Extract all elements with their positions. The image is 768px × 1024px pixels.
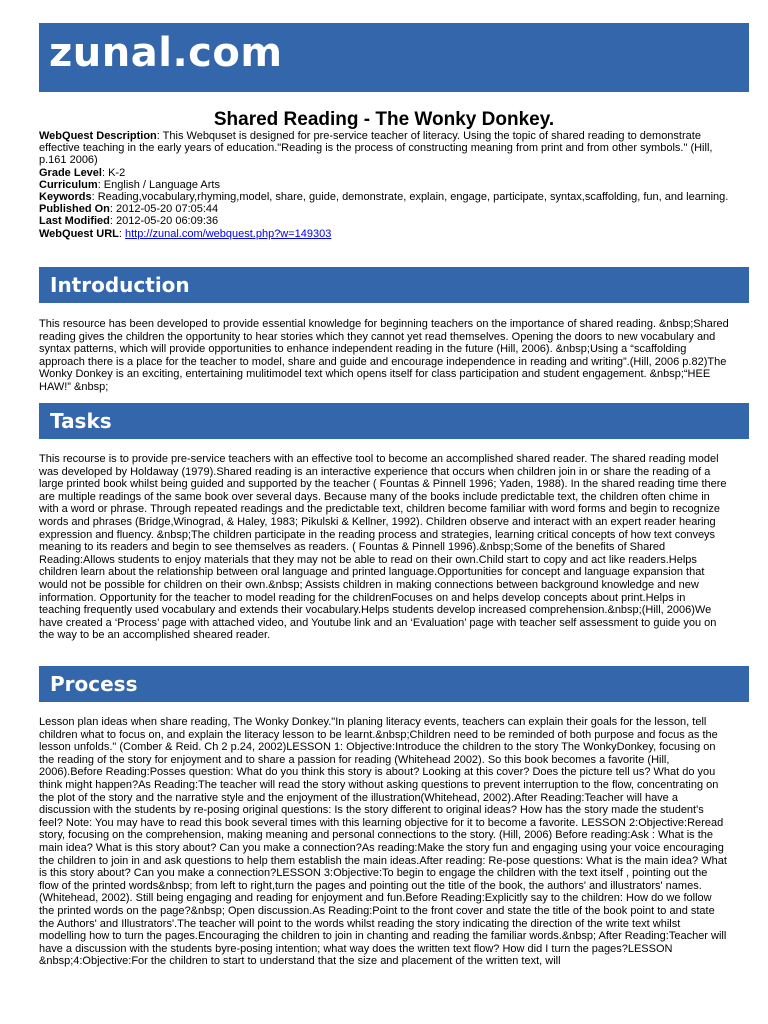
curriculum-row [39, 179, 729, 191]
modified-row [39, 215, 729, 227]
keywords-value: : Reading,vocabulary,rhyming,model, share, guide, demonstrate, explain, engage, participate, syntax,scaffolding, fun, and learning. [91, 191, 729, 204]
description-label: WebQuest Description [39, 130, 157, 142]
published-value: : 2012-05-20 07:05:44 [109, 203, 219, 216]
url-label: WebQuest URL [39, 227, 119, 240]
tasks-text: This recourse is to provide pre-service teachers with an effective tool to become an accomplished shared reader. The shared reading model was developed by Holdaway (1979).Shared reading is an interactive experience that occurs when children join in or share the reading of a large printed book whilst being guided and supported by the teacher ( Fountas & Pinnell 1996; Yaden, 1988). In the shared reading time there are multiple readings of the same book over several days. Because many of the books include predictable text, the children often chime in with a word or phrase. Through repeated readings and the predictable text, children become familiar with word forms and begin to recognize words and phrases (Bridge,Winograd, & Haley, 1983; Pikulski & Kellner, 1992). Children observe and interact with an expert reader hearing expression and fluency. &nbsp;The children participate in the reading process and strategies, learning critical concepts of how text conveys meaning to its readers and begin to see themselves as readers. ( Fountas & Pinnell 1996).&nbsp;Some of the benefits of Shared Reading:Allows students to enjoy materials that they may not be able to read on their own.Child start to copy and act like readers.Helps children learn about the relationship between oral language and printed language.Opportunities for concept and language expansion that would not be possible for children on their own.&nbsp; Assists children in making connections between background knowledge and new information. Opportunity for the teacher to model reading for the childrenFocuses on and helps develop concepts about print.Helps in teaching frequently used vocabulary and extends their vocabulary.Helps students develop increased comprehension.&nbsp;(Hill, 2006)We have created a ‘Process’ page with attached video, and Youtube link and an ‘Evaluation’ page with teacher self assessment to guide you on the way to be an accomplished sheared reader. [39, 453, 727, 642]
keywords-label: Keywords [39, 191, 92, 204]
grade-label: Grade Level [39, 166, 102, 179]
process-text: Lesson plan ideas when share reading, The Wonky Donkey."In planing literacy events, teachers can explain their goals for the lesson, tell children what to focus on, and explain the literacy lesson to be learnt.&nbsp;Children need to be reminded of both purpose and focus as the lesson unfolds." (Comber & Reid. Ch 2 p.24, 2002)LESSON 1: Objective:Introduce the children to the story The WonkyDonkey, focusing on the reading of the story for enjoyment and to share a passion for reading (Whitehead 2002). So this book becomes a favorite (Hill, 2006).Before Reading:Posses question: What do you think this story is about? Looking at this cover? Does the picture tell us? What do you think might happen?As Reading:The teacher will read the story without asking questions to prevent interruption to the flow, concentrating on the plot of the story and the narrative style and the enjoyment of the illustration(Whitehead, 2002).After Reading:Teacher will have a discussion with the students by re-posing original questions: Is the story different to original ideas? How has the story made the student's feel? Note: You may have to read this book several times with this learning objective for it to become a favorite. LESSON 2:Objective:Reread story, focusing on the comprehension, making meaning and personal connections to the story. (Hill, 2006) Before reading:Ask : What is the main idea? What is this story about? Can you make a connection?As reading:Make the story fun and engaging using your voice encouraging the children to join in and ask questions to help them establish the main ideas.After reading: Re-pose questions: What is the main idea? What is this story about? Can you make a connection?LESSON 3:Objective:To begin to engage the children with the text itself , pointing out the flow of the printed words&nbsp; from left to right,turn the pages and pointing out the title of the book, the authors' and illustrators' names. (Whitehead, 2002). Still being engaging and reading for enjoyment and fun.Before Reading:Explicitly say to the children: How do we follow the printed words on the page?&nbsp; Open discussion.As Reading:Point to the front cover and state the title of the book point to and state the Authors' and Illustrators'.The teacher will point to the words whilst reading the story indicating the direction of the write text whilst modelling how to turn the pages.Encouraging the children to join in chanting and reading the familiar words.&nbsp; After Reading:Teacher will have a discussion with the students byre-posing intention; what way does the written text flow? How did I turn the pages?LESSON &nbsp;4:Objective:For the children to start to understand that the size and placement of the written text, will [39, 716, 727, 968]
site-logo[interactable]: zunal.com [49, 30, 283, 76]
modified-label: Last Modified [39, 215, 110, 228]
introduction-heading: Introduction [39, 267, 749, 303]
introduction-text: This resource has been developed to provide essential knowledge for beginning teachers on the importance of shared reading. &nbsp;Shared reading gives the children the opportunity to hear stories which they cannot yet read themselves. Opening the doors to new vocabulary and syntax patterns, which will provide opportunities to enhance independent reading in the future (Hill, 2006). &nbsp;Using a “scaffolding approach there is a place for the teacher to model, share and guide and encourage independence in reading and writing”.(Hill, 2006 p.82)The Wonky Donkey is an exciting, entertaining mulitimodel text which opens itself for class participation and student engagement. &nbsp;“HEE HAW!” &nbsp; [39, 318, 729, 393]
keywords-row [39, 191, 729, 203]
modified-value: : 2012-05-20 06:09:36 [109, 215, 219, 228]
page-title: Shared Reading - The Wonky Donkey. [213, 109, 555, 130]
grade-row [39, 167, 729, 179]
published-label: Published On [39, 203, 110, 216]
url-row [39, 228, 729, 240]
grade-value: : K-2 [101, 166, 126, 179]
description-row [39, 130, 729, 167]
site-header [39, 23, 749, 92]
curriculum-value: : English / Language Arts [97, 178, 220, 191]
published-row [39, 203, 729, 215]
curriculum-label: Curriculum [39, 178, 98, 191]
url-separator: : [118, 227, 125, 240]
webquest-url-link[interactable]: http://zunal.com/webquest.php?w=149303 [124, 227, 332, 240]
webquest-metadata [39, 130, 729, 240]
tasks-heading: Tasks [39, 403, 749, 439]
description-value: : This Webquset is designed for pre-service teacher of literacy. Using the topic of shared reading to demonstrate effective teaching in the early years of education."Reading is the process of constructing meaning from print and from other symbols." (Hill, p.161 2006) [39, 130, 713, 167]
process-heading: Process [39, 666, 749, 702]
